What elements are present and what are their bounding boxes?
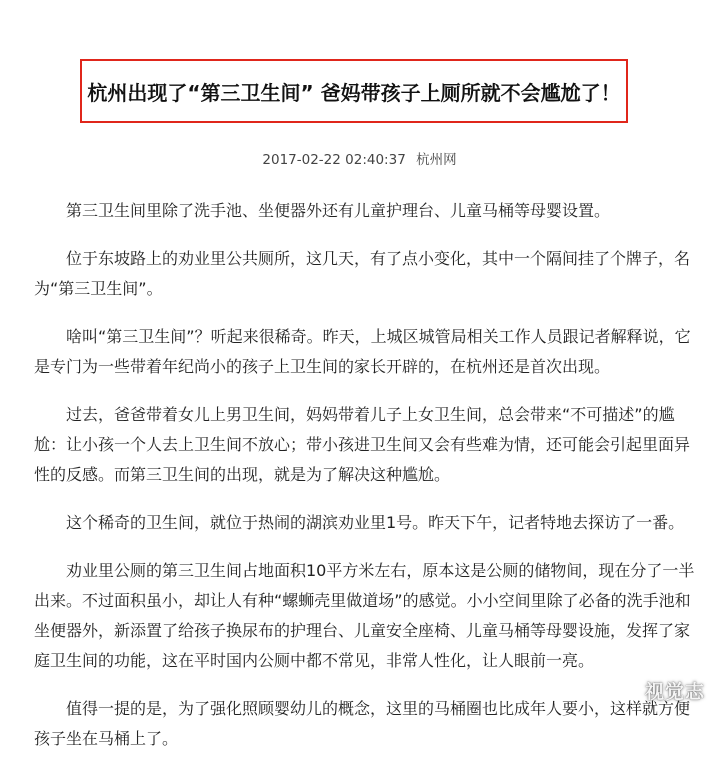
article-title: 杭州出现了“第三卫生间” 爸妈带孩子上厕所就不会尴尬了！: [87, 80, 621, 105]
publish-date: 2017-02-22 02:40:37: [262, 152, 406, 168]
paragraph: 第三卫生间里除了洗手池、坐便器外还有儿童护理台、儿童马桶等母婴设置。: [66, 201, 611, 220]
paragraph: 啥叫“第三卫生间”？听起来很稀奇。昨天，上城区城管局相关工作人员跟记者解释说，它是专门为一些带着年纪尚小的孩子上卫生间的家长开辟的，在杭州还是首次出现。: [34, 327, 691, 376]
source-name: 杭州网: [416, 152, 457, 168]
paragraph: 值得一提的是，为了强化照顾婴幼儿的概念，这里的马桶圈也比成年人要小，这样就方便孩子坐在马桶上了。: [34, 699, 691, 748]
article-meta: [0, 148, 719, 168]
paragraph: 劝业里公厕的第三卫生间占地面积10平方米左右，原本这是公厕的储物间，现在分了一半出来。不过面积虽小，却让人有种“螺蛳壳里做道场”的感觉。小小空间里除了必备的洗手池和坐便器外，新添置了给孩子换尿布的护理台、儿童安全座椅、儿童马桶等母婴设施，发挥了家庭卫生间的功能，这在平时国内公厕中都不常见，非常人性化，让人眼前一亮。: [34, 561, 695, 670]
paragraph: 位于东坡路上的劝业里公共厕所，这几天，有了点小变化，其中一个隔间挂了个牌子，名为“第三卫生间”。: [34, 249, 691, 298]
headline-box: [80, 59, 628, 123]
paragraph: 过去，爸爸带着女儿上男卫生间，妈妈带着儿子上女卫生间，总会带来“不可描述”的尴尬：让小孩一个人去上卫生间不放心；带小孩进卫生间又会有些难为情，还可能会引起里面异性的反感。而第三卫生间的出现，就是为了解决这种尴尬。: [34, 405, 691, 484]
watermark: 视觉志: [644, 681, 705, 703]
article-body: [34, 196, 699, 772]
paragraph: 这个稀奇的卫生间，就位于热闹的湖滨劝业里1号。昨天下午，记者特地去探访了一番。: [66, 513, 685, 532]
